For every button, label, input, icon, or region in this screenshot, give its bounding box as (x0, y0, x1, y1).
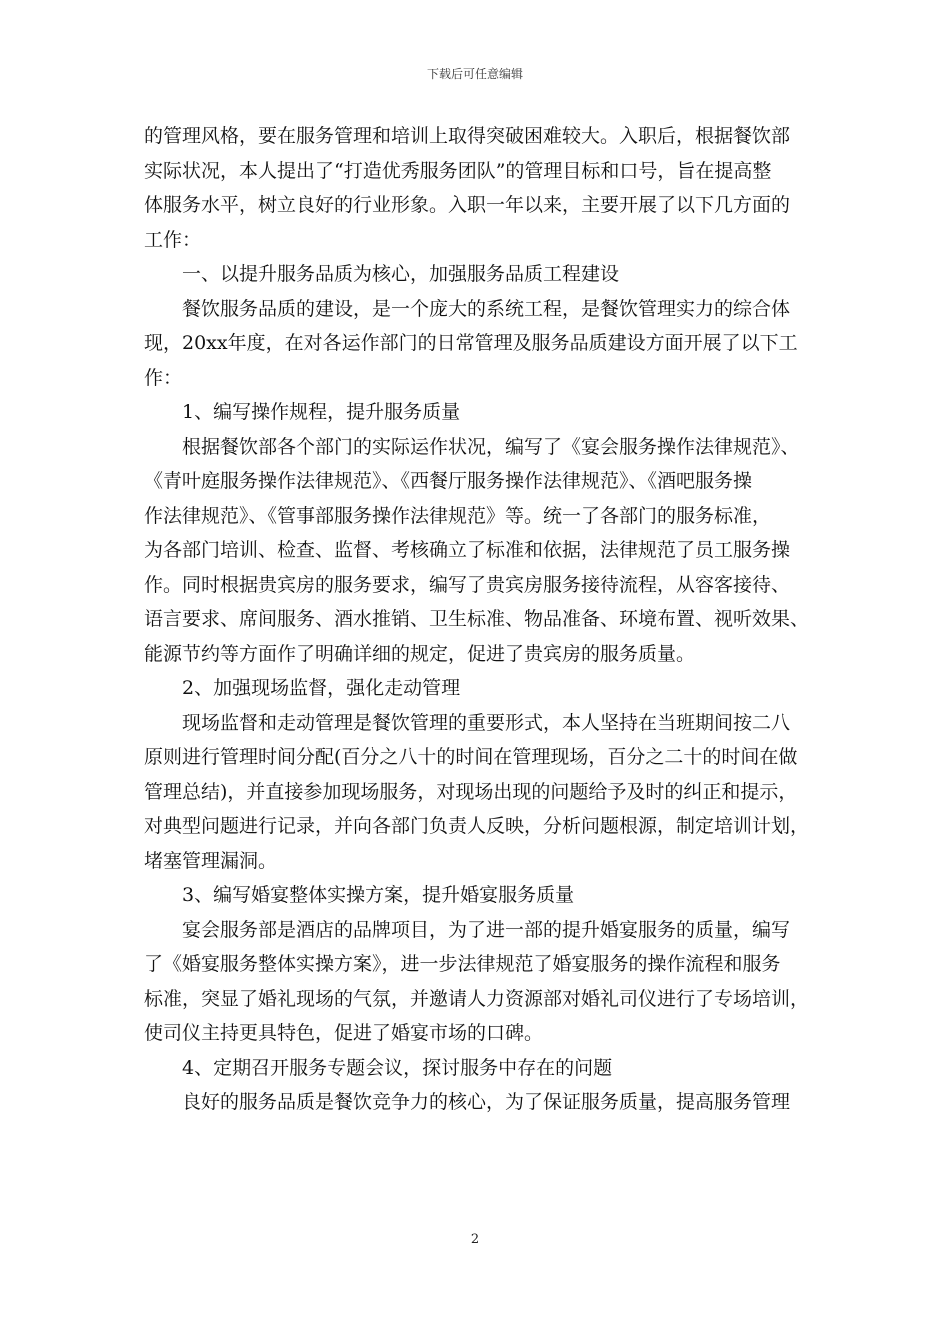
text-line: 体服务水平，树立良好的行业形象。入职一年以来，主要开展了以下几方面的 (144, 194, 791, 216)
text-line: 堵塞管理漏洞。 (144, 849, 278, 872)
text-line: 现，20xx年度，在对各运作部门的日常管理及服务品质建设方面开展了以下工 (144, 332, 798, 354)
subsection-heading: 2、加强现场监督，强化走动管理 (182, 677, 461, 699)
text-line: 根据餐饮部各个部门的实际运作状况，编写了《宴会服务操作法律规范》、 (182, 435, 800, 458)
text-line: 对典型问题进行记录，并向各部门负责人反映，分析问题根源，制定培训计划， (144, 815, 810, 837)
text-line: 良好的服务品质是餐饮竞争力的核心，为了保证服务质量，提高服务管理 (182, 1091, 791, 1113)
text-line: 管理总结)，并直接参加现场服务，对现场出现的问题给予及时的纠正和提示， (144, 780, 798, 803)
subsection-heading: 1、编写操作规程，提升服务质量 (182, 401, 461, 423)
text-line: 作： (144, 366, 183, 389)
text-line: 工作： (144, 228, 202, 251)
subsection-heading: 3、编写婚宴整体实操方案，提升婚宴服务质量 (182, 884, 575, 906)
text-line: 语言要求、席间服务、酒水推销、卫生标准、物品准备、环境布置、视听效果、 (144, 608, 810, 630)
text-line: 标准，突显了婚礼现场的气氛，并邀请人力资源部对婚礼司仪进行了专场培训， (144, 987, 810, 1010)
page-number: 2 (470, 1232, 480, 1247)
text-line: 能源节约等方面作了明确详细的规定，促进了贵宾房的服务质量。 (144, 642, 696, 665)
text-line: 的管理风格，要在服务管理和培训上取得突破困难较大。入职后，根据餐饮部 (144, 125, 791, 147)
text-line: 为各部门培训、检查、监督、考核确立了标准和依据，法律规范了员工服务操 (144, 539, 791, 561)
text-line: 现场监督和走动管理是餐饮管理的重要形式，本人坚持在当班期间按二八 (182, 711, 791, 734)
page-header: 下载后可任意编辑 (426, 67, 523, 81)
text-line: 宴会服务部是酒店的品牌项目，为了进一部的提升婚宴服务的质量，编写 (182, 918, 791, 941)
text-line: 了《婚宴服务整体实操方案》，进一步法律规范了婚宴服务的操作流程和服务 (144, 953, 781, 975)
text-line: 《青叶庭服务操作法律规范》、《西餐厅服务操作法律规范》、《酒吧服务操 (144, 470, 753, 492)
text-line: 餐饮服务品质的建设，是一个庞大的系统工程，是餐饮管理实力的综合体 (182, 297, 791, 320)
text-line: 实际状况，本人提出了“打造优秀服务团队”的管理目标和口号，旨在提高整 (144, 159, 772, 182)
text-line: 原则进行管理时间分配(百分之八十的时间在管理现场，百分之二十的时间在做 (144, 746, 798, 768)
subsection-heading: 4、定期召开服务专题会议，探讨服务中存在的问题 (182, 1056, 613, 1079)
text-line: 使司仪主持更具特色，促进了婚宴市场的口碑。 (144, 1022, 544, 1044)
text-line: 作。同时根据贵宾房的服务要求，编写了贵宾房服务接待流程，从容客接待、 (144, 573, 791, 596)
document-body (144, 119, 820, 1120)
section-heading: 一、以提升服务品质为核心，加强服务品质工程建设 (182, 263, 620, 285)
text-line: 作法律规范》、《管事部服务操作法律规范》等。统一了各部门的服务标准， (144, 504, 772, 527)
